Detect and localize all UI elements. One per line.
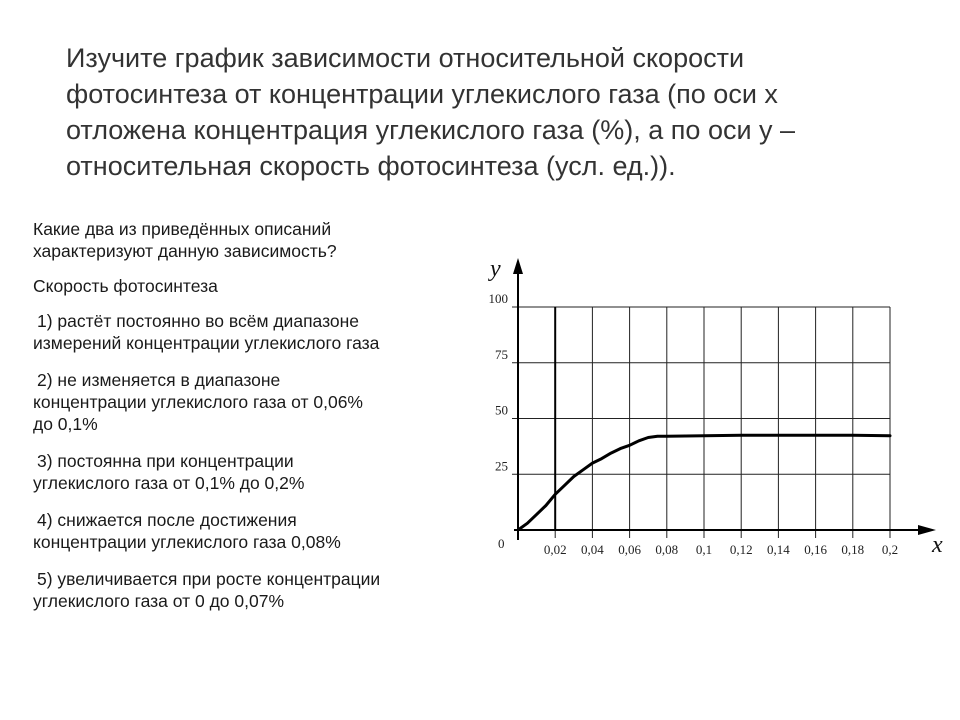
- question-intro-line: характеризуют данную зависимость?: [33, 241, 337, 261]
- x-tick-label: 0,06: [618, 542, 641, 557]
- y-tick-label: 75: [495, 346, 508, 362]
- question-intro: [33, 218, 473, 262]
- x-tick-label: 0,14: [767, 542, 790, 557]
- option-line: 2) не изменяется в диапазоне: [37, 370, 281, 390]
- slide-title: [66, 40, 866, 184]
- answer-option-4: [33, 509, 473, 553]
- answer-option-1: [33, 310, 473, 354]
- answer-option-3: [33, 450, 473, 494]
- x-tick-label: 0,1: [695, 542, 713, 557]
- y-axis-arrow-icon: [513, 258, 523, 274]
- y-tick-label: 50: [495, 402, 508, 418]
- option-line: углекислого газа от 0 до 0,07%: [33, 591, 285, 611]
- question-block: [33, 218, 473, 627]
- answer-option-5: [33, 568, 473, 612]
- question-lead: Скорость фотосинтеза: [33, 276, 218, 296]
- x-tick-label: 0,04: [581, 542, 604, 557]
- x-tick-label: 0,2: [881, 542, 899, 557]
- option-line: концентрации углекислого газа от 0,06%: [33, 392, 363, 412]
- title-line: Изучите график зависимости относительной скорости: [66, 43, 745, 73]
- option-line: 3) постоянна при концентрации: [37, 451, 294, 471]
- title-line: относительная скорость фотосинтеза (усл. ед.)).: [66, 151, 676, 181]
- option-line: до 0,1%: [33, 414, 98, 434]
- option-line: углекислого газа от 0,1% до 0,2%: [33, 473, 305, 493]
- x-axis-label: x: [932, 532, 943, 558]
- y-axis-label: y: [490, 256, 501, 282]
- option-line: измерений концентрации углекислого газа: [33, 333, 380, 353]
- chart-grid: [512, 307, 890, 538]
- chart-ticks: [489, 291, 899, 557]
- x-tick-label: 0,08: [655, 542, 679, 557]
- option-line: 1) растёт постоянно во всём диапазоне: [37, 311, 360, 331]
- y-tick-label: 25: [495, 458, 508, 474]
- chart-axes: [488, 256, 943, 558]
- origin-label: 0: [498, 536, 505, 551]
- x-tick-label: 0,02: [543, 542, 567, 557]
- option-line: 4) снижается после достижения: [37, 510, 297, 530]
- x-tick-label: 0,12: [729, 542, 753, 557]
- question-intro-line: Какие два из приведённых описаний: [33, 219, 332, 239]
- photosynthesis-chart: [460, 250, 960, 580]
- title-line: отложена концентрация углекислого газа (%), а по оси y –: [66, 115, 796, 145]
- x-tick-label: 0,18: [841, 542, 865, 557]
- x-tick-label: 0,16: [804, 542, 827, 557]
- option-line: концентрации углекислого газа 0,08%: [33, 532, 341, 552]
- answer-option-2: [33, 369, 473, 435]
- title-line: фотосинтеза от концентрации углекислого газа (по оси x: [66, 79, 778, 109]
- option-line: 5) увеличивается при росте концентрации: [37, 569, 381, 589]
- y-tick-label: 100: [488, 291, 508, 306]
